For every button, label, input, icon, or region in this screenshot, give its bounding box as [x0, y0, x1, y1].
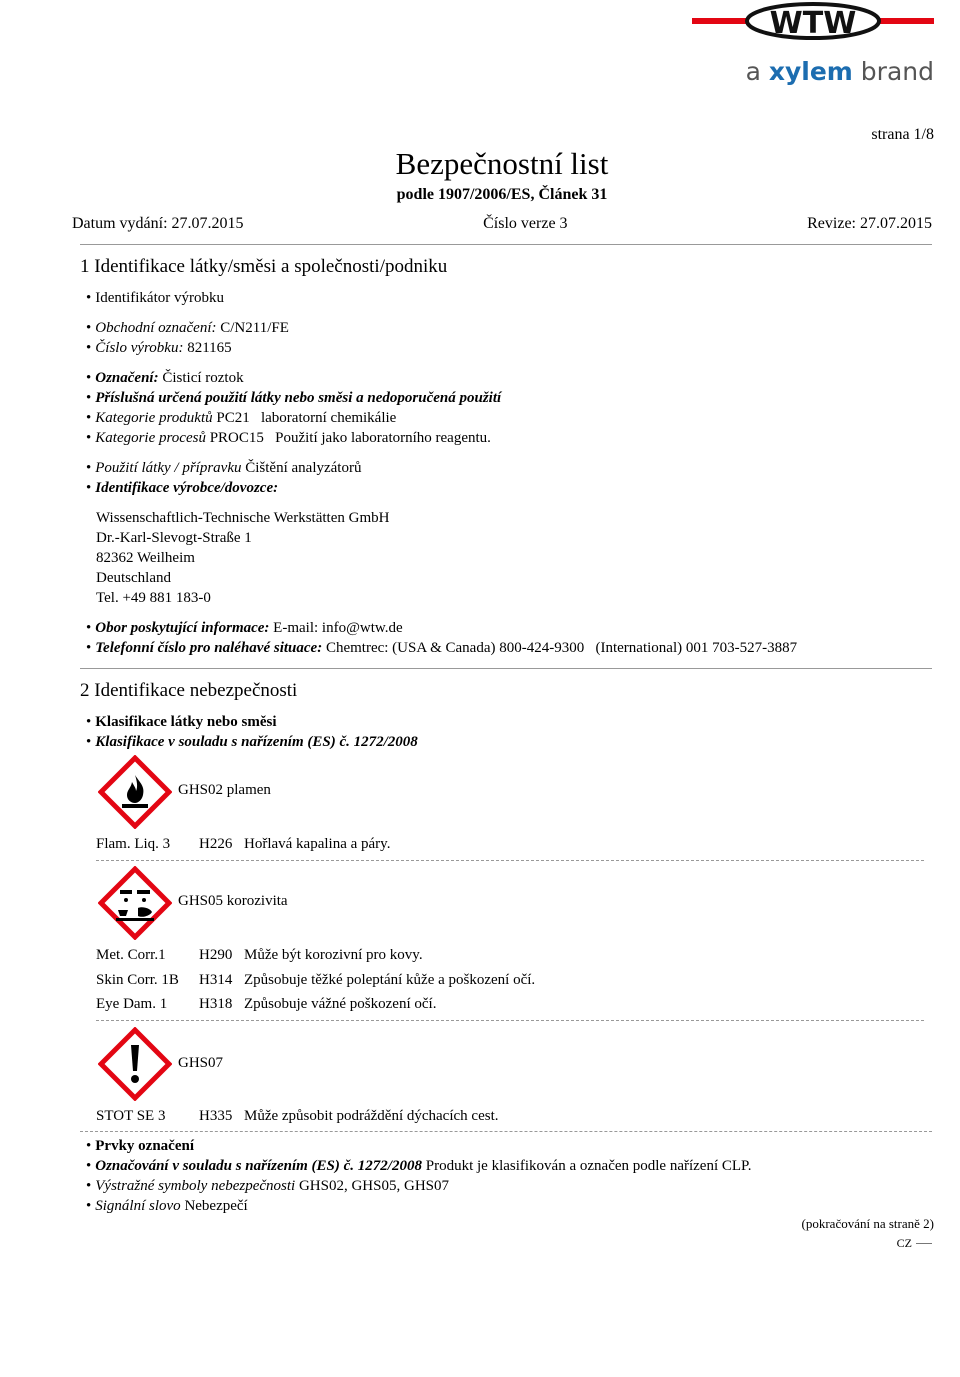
- supplier-identification: • Identifikace výrobce/dovozce:: [86, 480, 278, 497]
- page-number: strana 1/8: [871, 126, 934, 143]
- divider: [80, 244, 932, 245]
- ghs07-exclamation-icon: [98, 1027, 172, 1101]
- issue-date: Datum vydání: 27.07.2015: [72, 215, 244, 232]
- info-contact: • Obor poskytující informace: E-mail: info@wtw.de: [86, 620, 403, 637]
- hazard-row: Flam. Liq. 3 H226 Hořlavá kapalina a páry.: [96, 836, 391, 852]
- hazard-symbols: • Výstražné symboly nebezpečnosti GHS02, GHS05, GHS07: [86, 1178, 449, 1195]
- hazard-row: Skin Corr. 1B H314 Způsobuje těžké poleptání kůže a poškození očí.: [96, 972, 536, 988]
- hazard-row: Eye Dam. 1 H318 Způsobuje vážné poškození očí.: [96, 996, 437, 1012]
- label-elements: • Prvky označení: [86, 1138, 194, 1155]
- language-marker: CZ: [897, 1236, 932, 1251]
- address-line: Deutschland: [96, 570, 171, 586]
- labelling-regulation: • Označování v souladu s nařízením (ES) č. 1272/2008 Produkt je klasifikován a označen podle nařízení CLP.: [86, 1158, 751, 1175]
- address-line: Dr.-Karl-Slevogt-Straße 1: [96, 530, 252, 546]
- product-category: • Kategorie produktů PC21 laboratorní chemikálie: [86, 410, 396, 427]
- ghs07-label: GHS07: [178, 1055, 224, 1071]
- dashed-divider: [80, 1131, 932, 1132]
- hazard-row: Met. Corr.1 H290 Může být korozivní pro kovy.: [96, 947, 423, 963]
- relevant-uses: • Příslušná určená použití látky nebo směsi a nedoporučená použití: [86, 390, 501, 407]
- ghs02-flame-icon: [98, 755, 172, 829]
- address-line: 82362 Weilheim: [96, 550, 195, 566]
- document-subtitle: podle 1907/2006/ES, Článek 31: [396, 186, 608, 203]
- meta-row: [72, 215, 932, 233]
- emergency-phone: • Telefonní číslo pro naléhavé situace: Chemtrec: (USA & Canada) 800-424-9300 (International) 001 703-527-3887: [86, 640, 797, 657]
- wtw-logo: [688, 2, 938, 92]
- process-category: • Kategorie procesů PROC15 Použití jako laboratorního reagentu.: [86, 430, 491, 447]
- designation: • Označení: Čisticí roztok: [86, 370, 244, 387]
- divider: [80, 668, 932, 669]
- trade-name: • Obchodní označení: C/N211/FE: [86, 320, 289, 337]
- revision-date: Revize: 27.07.2015: [807, 215, 932, 232]
- logo-text: WTW: [769, 6, 857, 41]
- hazard-row: STOT SE 3 H335 Může způsobit podráždění dýchacích cest.: [96, 1108, 499, 1124]
- continuation-note: (pokračování na straně 2): [801, 1216, 934, 1231]
- version: Číslo verze 3: [483, 215, 568, 232]
- ghs02-label: GHS02 plamen: [178, 782, 271, 798]
- signal-word: • Signální slovo Nebezpečí: [86, 1198, 248, 1215]
- classification-regulation: • Klasifikace v souladu s nařízením (ES) č. 1272/2008: [86, 734, 418, 751]
- use-of-substance: • Použití látky / přípravku Čištění analyzátorů: [86, 460, 361, 477]
- classification: • Klasifikace látky nebo směsi: [86, 714, 277, 731]
- document-title: Bezpečnostní list: [395, 146, 609, 181]
- section-1-heading: 1 Identifikace látky/směsi a společnosti/podniku: [80, 256, 448, 277]
- product-identifier: • Identifikátor výrobku: [86, 290, 224, 307]
- ghs05-corrosion-icon: [98, 866, 172, 940]
- section-2-heading: 2 Identifikace nebezpečnosti: [80, 680, 298, 701]
- address-line: Wissenschaftlich-Technische Werkstätten GmbH: [96, 510, 390, 526]
- ghs05-label: GHS05 korozivita: [178, 893, 288, 909]
- dashed-divider: [96, 860, 924, 861]
- address-line: Tel. +49 881 183-0: [96, 590, 211, 606]
- dashed-divider: [96, 1020, 924, 1021]
- product-number: • Číslo výrobku: 821165: [86, 340, 232, 357]
- svg-text:a xylem brand: a xylem brand: [745, 57, 934, 86]
